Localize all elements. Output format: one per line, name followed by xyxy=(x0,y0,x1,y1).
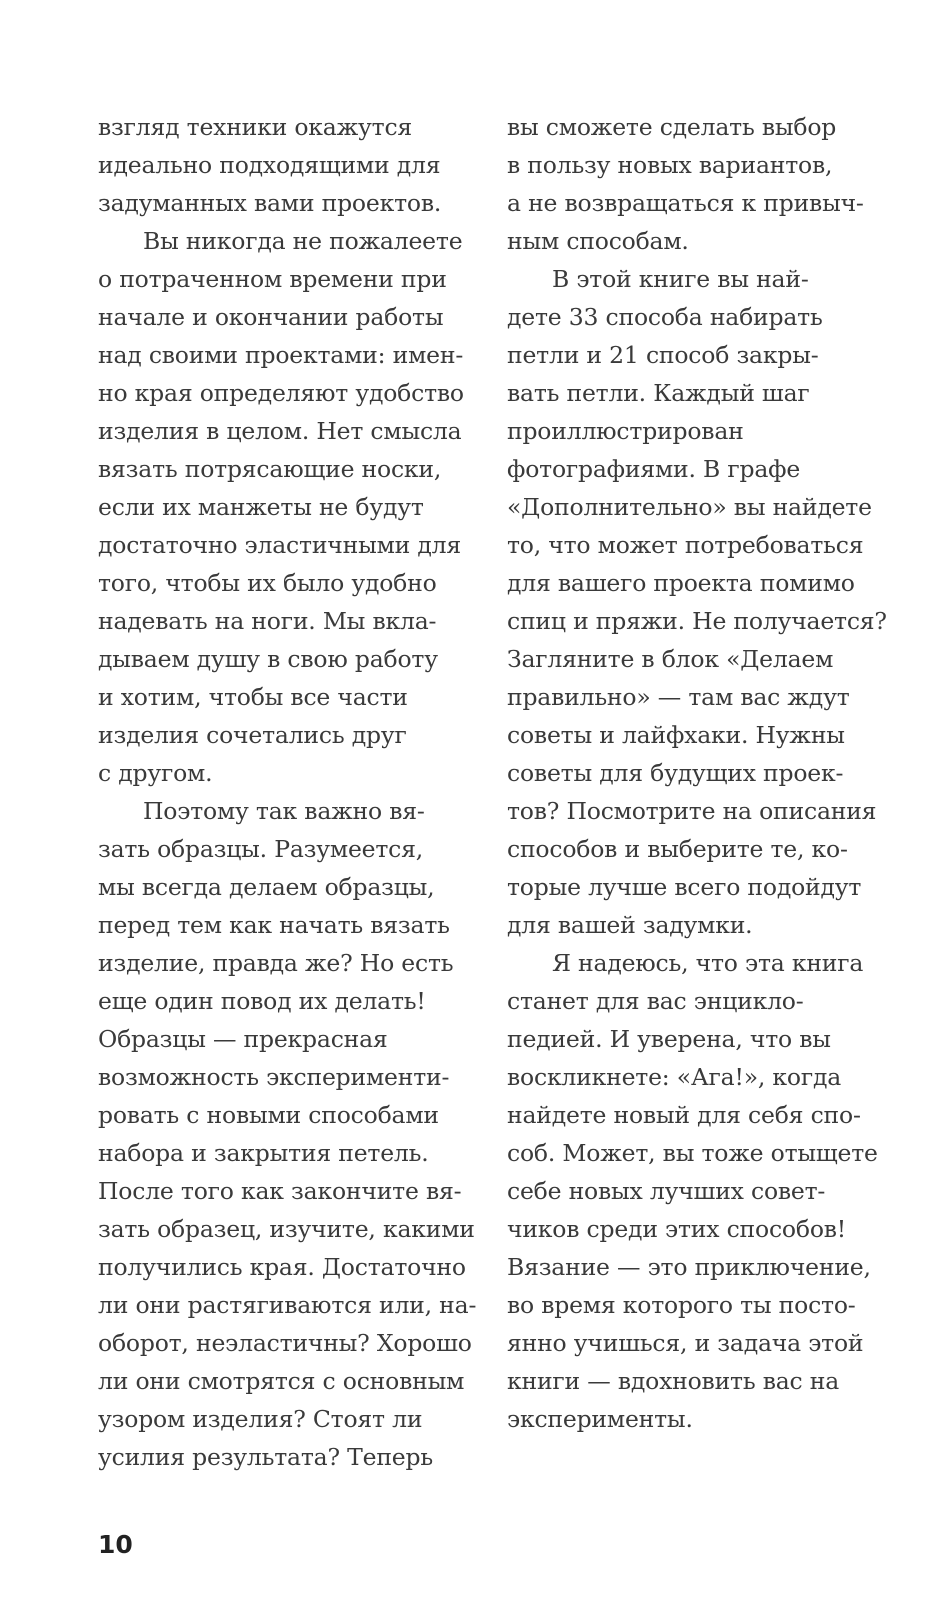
text-line: оборот, неэластичны? Хорошо xyxy=(98,1329,472,1357)
text-line: в пользу новых вариантов, xyxy=(507,151,833,179)
text-line: спиц и пряжи. Не получается? xyxy=(507,607,887,635)
text-line: ли они растягиваются или, на- xyxy=(98,1291,477,1319)
text-line: Вязание — это приключение, xyxy=(507,1253,871,1281)
text-line: задуманных вами проектов. xyxy=(98,189,442,217)
text-line: набора и закрытия петель. xyxy=(98,1139,429,1167)
text-line: взгляд техники окажутся xyxy=(98,113,413,141)
text-line: Поэтому так важно вя- xyxy=(143,797,425,825)
text-line: над своими проектами: имен- xyxy=(98,341,464,369)
text-line: дываем душу в свою работу xyxy=(98,645,438,673)
text-line: перед тем как начать вязать xyxy=(98,911,450,939)
text-line: найдете новый для себя спо- xyxy=(507,1101,861,1129)
text-line: правильно» — там вас ждут xyxy=(507,683,850,711)
text-line: ли они смотрятся с основным xyxy=(98,1367,465,1395)
text-line: советы и лайфхаки. Нужны xyxy=(507,721,845,749)
text-line: янно учишься, и задача этой xyxy=(507,1329,864,1357)
text-line: вязать потрясающие носки, xyxy=(98,455,442,483)
text-line: советы для будущих проек- xyxy=(507,759,844,787)
text-line: книги — вдохновить вас на xyxy=(507,1367,840,1395)
text-line: изделие, правда же? Но есть xyxy=(98,949,454,977)
text-line: эксперименты. xyxy=(507,1405,693,1433)
text-line: начале и окончании работы xyxy=(98,303,444,331)
text-line: Я надеюсь, что эта книга xyxy=(552,949,864,977)
text-column-left xyxy=(98,108,478,1476)
text-line: а не возвращаться к привыч- xyxy=(507,189,864,217)
text-line: соб. Может, вы тоже отыщете xyxy=(507,1139,878,1167)
text-line: проиллюстрирован xyxy=(507,417,744,445)
text-line: зать образец, изучите, какими xyxy=(98,1215,475,1243)
text-line: и хотим, чтобы все части xyxy=(98,683,408,711)
text-line: тов? Посмотрите на описания xyxy=(507,797,877,825)
text-line: с другом. xyxy=(98,759,213,787)
text-line: станет для вас энцикло- xyxy=(507,987,804,1015)
text-line: о потраченном времени при xyxy=(98,265,447,293)
text-line: но края определяют удобство xyxy=(98,379,464,407)
text-column-right xyxy=(507,108,887,1438)
text-line: Загляните в блок «Делаем xyxy=(507,645,834,673)
text-line: зать образцы. Разумеется, xyxy=(98,835,424,863)
text-line: Вы никогда не пожалеете xyxy=(143,227,463,255)
text-line: Образцы — прекрасная xyxy=(98,1025,388,1053)
text-line: способов и выберите те, ко- xyxy=(507,835,848,863)
text-line: ровать с новыми способами xyxy=(98,1101,439,1129)
text-line: «Дополнительно» вы найдете xyxy=(507,493,872,521)
text-line: еще один повод их делать! xyxy=(98,987,426,1015)
text-line: воскликнете: «Ага!», когда xyxy=(507,1063,842,1091)
text-line: идеально подходящими для xyxy=(98,151,441,179)
text-line: В этой книге вы най- xyxy=(552,265,809,293)
text-line: надевать на ноги. Мы вкла- xyxy=(98,607,437,635)
page-number: 10 xyxy=(98,1530,133,1559)
text-line: достаточно эластичными для xyxy=(98,531,462,559)
text-line: торые лучше всего подойдут xyxy=(507,873,862,901)
text-line: чиков среди этих способов! xyxy=(507,1215,847,1243)
text-line: вы сможете сделать выбор xyxy=(507,113,837,141)
text-line: усилия результата? Теперь xyxy=(98,1443,433,1471)
text-line: педией. И уверена, что вы xyxy=(507,1025,831,1053)
text-line: изделия в целом. Нет смысла xyxy=(98,417,462,445)
text-line: получились края. Достаточно xyxy=(98,1253,466,1281)
text-line: фотографиями. В графе xyxy=(507,455,801,483)
text-line: мы всегда делаем образцы, xyxy=(98,873,435,901)
text-line: для вашей задумки. xyxy=(507,911,753,939)
text-line: узором изделия? Стоят ли xyxy=(98,1405,423,1433)
text-line: для вашего проекта помимо xyxy=(507,569,855,597)
text-line: дете 33 способа набирать xyxy=(507,303,823,331)
text-line: возможность эксперименти- xyxy=(98,1063,450,1091)
text-line: ным способам. xyxy=(507,227,689,255)
text-line: во время которого ты посто- xyxy=(507,1291,856,1319)
text-line: если их манжеты не будут xyxy=(98,493,424,521)
text-line: изделия сочетались друг xyxy=(98,721,407,749)
text-line: себе новых лучших совет- xyxy=(507,1177,826,1205)
text-line: вать петли. Каждый шаг xyxy=(507,379,810,407)
text-line: После того как закончите вя- xyxy=(98,1177,462,1205)
text-line: петли и 21 способ закры- xyxy=(507,341,819,369)
text-line: то, что может потребоваться xyxy=(507,531,864,559)
text-line: того, чтобы их было удобно xyxy=(98,569,437,597)
